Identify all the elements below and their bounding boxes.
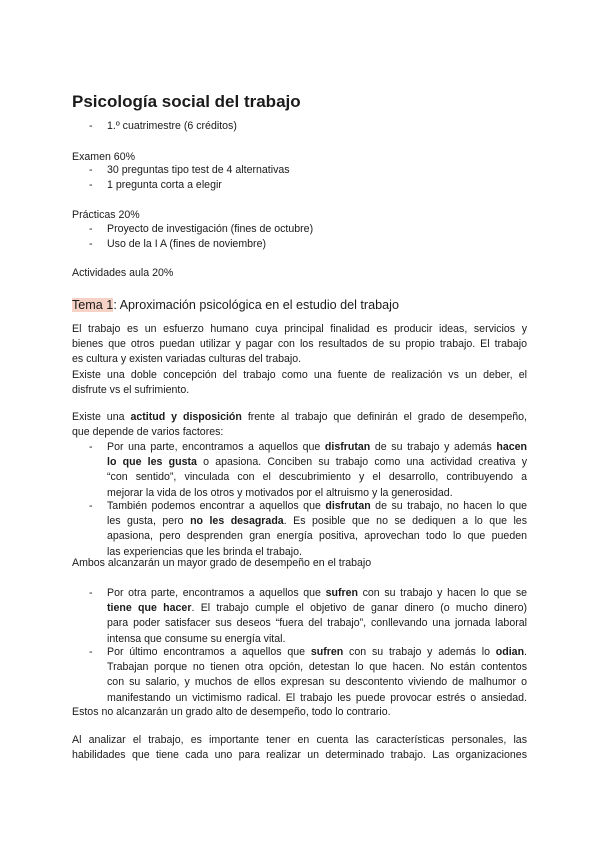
- text-line: las experiencias que les brinda el trabajo.: [107, 545, 302, 558]
- text-line: bienes que otros puedan utilizar y pagar con los resultados de su propio trabajo. El trabajo: [72, 338, 527, 351]
- text-line: Existe una actitud y disposición frente al trabajo que definirán el grado de desempeño,: [72, 411, 527, 423]
- text-line: Existe una doble concepción del trabajo como una fuente de realización vs un deber, el: [72, 368, 527, 381]
- list-dash: -: [89, 646, 93, 658]
- text-line: habilidades que tiene cada uno para realizar un determinado trabajo. Las organizaciones: [72, 749, 527, 762]
- list-dash: -: [89, 500, 93, 512]
- text-line: Por una parte, encontramos a aquellos que disfrutan de su trabajo y además hacen: [107, 441, 527, 453]
- list-dash: -: [89, 238, 93, 250]
- list-dash: -: [89, 441, 93, 453]
- practicas-item: Uso de la I A (fines de noviembre): [107, 238, 266, 250]
- bullet-disfrutan-no-desagrada: [107, 499, 527, 560]
- examen-item: 1 pregunta corta a elegir: [107, 179, 222, 191]
- text-line: para poder satisfacer sus deseos “fuera del trabajo”, conllevando una jornada laboral: [107, 617, 527, 630]
- practicas-heading: Prácticas 20%: [72, 209, 140, 221]
- text-line: disfrute vs el sufrimiento.: [72, 383, 190, 396]
- text-line: les gusta, pero no les desagrada. Es posible que no se dediquen a lo que les: [107, 515, 527, 528]
- text-line: con su salario, y muchos de ellos expresan su descontento viviendo de malhumor o: [107, 676, 527, 689]
- text-line: Por otra parte, encontramos a aquellos que sufren con su trabajo y hacen lo que se: [107, 587, 528, 599]
- tema-label: Tema 1: [72, 298, 114, 312]
- text-line: que depende de varios factores:: [72, 426, 224, 439]
- list-dash: -: [89, 164, 93, 176]
- bullet-sufren-tiene-que-hacer: [107, 586, 527, 647]
- paragraph-1: [72, 322, 527, 398]
- paragraph-2: [72, 410, 527, 440]
- estos-text: Estos no alcanzarán un grado alto de desempeño, todo lo contrario.: [72, 706, 391, 718]
- list-dash: -: [89, 223, 93, 235]
- text-line: “con sentido”, vinculada con el descubrimiento y el desarrollo, contribuyendo a: [107, 471, 527, 484]
- text-line: mejorar la vida de los otros y motivados por el altruismo y la generosidad.: [107, 486, 453, 499]
- text-line: Por último encontramos a aquellos que sufren con su trabajo y además lo odian.: [107, 646, 527, 658]
- paragraph-3: [72, 733, 527, 763]
- tema-separator: :: [113, 298, 117, 312]
- text-line: También podemos encontrar a aquellos que disfrutan de su trabajo, no hacen lo que: [107, 500, 527, 512]
- list-dash: -: [89, 587, 93, 599]
- bullet-sufren-odian: [107, 645, 527, 706]
- page-title: Psicología social del trabajo: [72, 92, 301, 111]
- text-line: es cultura y existen variadas culturas del trabajo.: [72, 353, 302, 366]
- bold-text: actitud y disposición: [130, 411, 242, 423]
- practicas-item: Proyecto de investigación (fines de octubre): [107, 223, 314, 235]
- list-dash: -: [89, 120, 93, 132]
- bullet-disfrutan-hacen: [107, 440, 527, 501]
- text-line: Trabajan porque no tienen otra opción, detestan lo que hacen. No están contentos: [107, 661, 527, 674]
- text-line: lo que les gusta o apasiona. Conciben su trabajo como una actividad creativa y: [107, 456, 528, 469]
- text-line: El trabajo es un esfuerzo humano cuya principal finalidad es producir ideas, servicios y: [72, 323, 527, 335]
- text-line: apasiona, pero desprenden gran energía positiva, aprovechan todo lo que pueden: [107, 530, 527, 543]
- ambos-text: Ambos alcanzarán un mayor grado de desempeño en el trabajo: [72, 557, 372, 569]
- text-line: intensa que consume su energía vital.: [107, 632, 286, 645]
- actividades-text: Actividades aula 20%: [72, 267, 174, 279]
- text-line: Al analizar el trabajo, es importante tener en cuenta las características personales, las: [72, 734, 527, 746]
- examen-heading: Examen 60%: [72, 151, 136, 163]
- tema-heading: [72, 298, 399, 312]
- text-line: tiene que hacer. El trabajo cumple el objetivo de ganar dinero (o mucho dinero): [107, 602, 528, 615]
- text-line: manifestando un victimismo radical. El trabajo les puede provocar estrés o ansiedad.: [107, 691, 527, 704]
- list-dash: -: [89, 179, 93, 191]
- cuatrimestre-text: 1.º cuatrimestre (6 créditos): [107, 120, 237, 132]
- examen-item: 30 preguntas tipo test de 4 alternativas: [107, 164, 290, 176]
- tema-title: Aproximación psicológica en el estudio del trabajo: [116, 298, 399, 312]
